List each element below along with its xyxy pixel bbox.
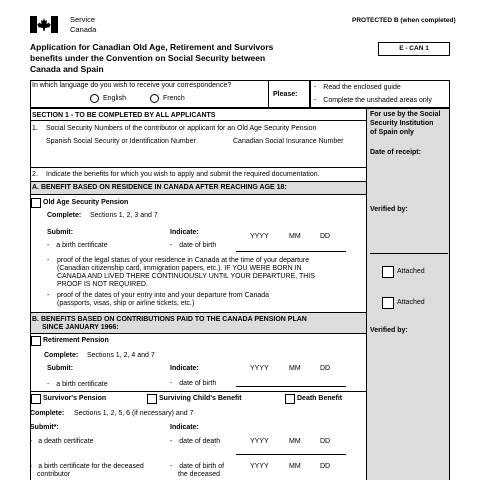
section-a-complete-label: Complete:: [47, 212, 82, 219]
form-title-line2: benefits under the Convention on Social Security between: [30, 53, 266, 63]
section-a-indicate-label: Indicate:: [170, 229, 199, 236]
proof-residence-line1: proof of the legal status of your residence in Canada at the time of your departure: [57, 257, 310, 264]
q1-text: Social Security Numbers of the contributor or applicant for an Old Age Security Pension: [46, 125, 317, 132]
section-b-submit2-label: Submit*:: [30, 424, 59, 431]
section-b-submit-label: Submit:: [47, 365, 74, 372]
child-benefit-checkbox[interactable]: [147, 394, 157, 404]
proof-residence-line3: CANADA AND LIVED THERE CONTINUOUSLY UNTIL YOUR DEPARTURE, THIS: [57, 273, 315, 280]
death-cert-item: - a death certificate: [30, 438, 94, 445]
canada-sin-label: Canadian Social Insurance Number: [233, 138, 344, 145]
section-a-mm: MM: [289, 233, 301, 240]
date-death-field[interactable]: [236, 454, 346, 455]
english-label: English: [103, 95, 126, 102]
section-b-heading-line2: SINCE JANUARY 1966:: [42, 324, 119, 331]
office-heading-line3: of Spain only: [370, 129, 414, 136]
proof-residence-line2: (Canadian citizenship card, immigration papers, etc.). IF YOU WERE BORN IN: [57, 265, 302, 272]
section-a-submit-label: Submit:: [47, 229, 74, 236]
section-b-birth-cert: - a birth certificate: [47, 381, 108, 388]
language-question: In which language do you wish to receive your correspondence?: [32, 82, 232, 89]
deceased-birth-yyyy: YYYY: [250, 463, 269, 470]
survivor-checkbox[interactable]: [31, 394, 41, 404]
deceased-birth-cert-item: - a birth certificate for the deceased: [30, 463, 144, 470]
office-heading-line1: For use by the Social: [370, 111, 441, 118]
attached-checkbox-1[interactable]: [382, 266, 394, 278]
french-radio[interactable]: [150, 94, 159, 103]
deceased-birth-dd: DD: [320, 463, 331, 470]
section-b-yyyy: YYYY: [250, 365, 269, 372]
proof-dates-line2: (passports, visas, ship or airline tickets, etc.): [57, 300, 195, 307]
attached-label-1: Attached: [397, 268, 425, 275]
french-label: French: [163, 95, 185, 102]
section-b-mm: MM: [289, 365, 301, 372]
section-b-date-birth-field[interactable]: [236, 386, 346, 387]
section-b-date-birth: - date of birth: [170, 380, 217, 387]
spain-ssn-label: Spanish Social Security or Identification Number: [46, 138, 196, 145]
date-death-yyyy: YYYY: [250, 438, 269, 445]
q2-number: 2.: [32, 171, 38, 178]
survivor-label: Survivor's Pension: [43, 395, 107, 402]
org-name-line2: Canada: [70, 25, 97, 34]
q2-text: Indicate the benefits for which you wish to apply and submit the required documentation.: [46, 171, 320, 178]
instruction-1: - Read the enclosed guide: [314, 84, 401, 91]
verified-by-label-1: Verified by:: [370, 206, 408, 213]
section-b-dd: DD: [320, 365, 331, 372]
deceased-birth-mm: MM: [289, 463, 301, 470]
attached-checkbox-2[interactable]: [382, 297, 394, 309]
deceased-birth-cert-line2: contributor: [37, 471, 71, 478]
q1-number: 1.: [32, 125, 38, 132]
form-title-line3: Canada and Spain: [30, 64, 104, 74]
form-code: E - CAN 1: [399, 45, 429, 52]
section-b-complete2-label: Complete:: [30, 410, 65, 417]
retirement-checkbox[interactable]: [31, 336, 41, 346]
office-use-panel: [367, 109, 449, 480]
section-a-dd: DD: [320, 233, 331, 240]
please-label: Please:: [273, 91, 298, 98]
section-b-indicate2-label: Indicate:: [170, 424, 199, 431]
section-b-complete2-text: Sections 1, 2, 5, 6 (if necessary) and 7: [74, 410, 194, 417]
section-b-complete-text: Sections 1, 2, 4 and 7: [87, 352, 155, 359]
date-of-receipt-label: Date of receipt:: [370, 149, 421, 156]
deceased-date-birth-line2: the deceased: [178, 471, 221, 478]
date-death-item: - date of death: [170, 438, 221, 445]
office-heading-line2: Security Institution: [370, 120, 434, 127]
instruction-2: - Complete the unshaded areas only: [314, 97, 432, 104]
section-a-date-birth-field[interactable]: [236, 251, 346, 252]
child-benefit-label: Surviving Child's Benefit: [159, 395, 242, 402]
date-death-mm: MM: [289, 438, 301, 445]
oas-checkbox[interactable]: [31, 198, 41, 208]
verified-by-label-2: Verified by:: [370, 327, 408, 334]
section-b-complete-label: Complete:: [44, 352, 79, 359]
section-a-yyyy: YYYY: [250, 233, 269, 240]
section1-heading: SECTION 1 - TO BE COMPLETED BY ALL APPLICANTS: [32, 112, 216, 119]
retirement-label: Retirement Pension: [43, 337, 109, 344]
deceased-date-birth-item: - date of birth of: [170, 463, 225, 470]
death-benefit-checkbox[interactable]: [285, 394, 295, 404]
proof-residence-line4: PROOF IS NOT REQUIRED.: [57, 281, 148, 288]
section-b-heading-line1: B. BENEFITS BASED ON CONTRIBUTIONS PAID TO THE CANADA PENSION PLAN: [32, 316, 307, 323]
proof-dates-line1: proof of the dates of your entry into and your departure from Canada: [57, 292, 270, 299]
classification-label: PROTECTED B (when completed): [352, 17, 456, 24]
english-radio[interactable]: [90, 94, 99, 103]
attached-label-2: Attached: [397, 299, 425, 306]
oas-label: Old Age Security Pension: [43, 199, 129, 206]
section-b-indicate-label: Indicate:: [170, 365, 199, 372]
section-a-complete-text: Sections 1, 2, 3 and 7: [90, 212, 158, 219]
death-benefit-label: Death Benefit: [297, 395, 343, 402]
org-name-line1: Service: [70, 15, 96, 24]
section-a-date-birth: - date of birth: [170, 242, 217, 249]
proof-residence-bullet: -: [47, 257, 50, 264]
section-a-birth-cert: - a birth certificate: [47, 242, 108, 249]
date-death-dd: DD: [320, 438, 331, 445]
section-a-heading: A. BENEFIT BASED ON RESIDENCE IN CANADA AFTER REACHING AGE 18:: [32, 184, 287, 191]
form-title-line1: Application for Canadian Old Age, Retirement and Survivors: [30, 42, 274, 52]
proof-dates-bullet: -: [47, 292, 50, 299]
canada-flag-logo: [30, 16, 58, 33]
